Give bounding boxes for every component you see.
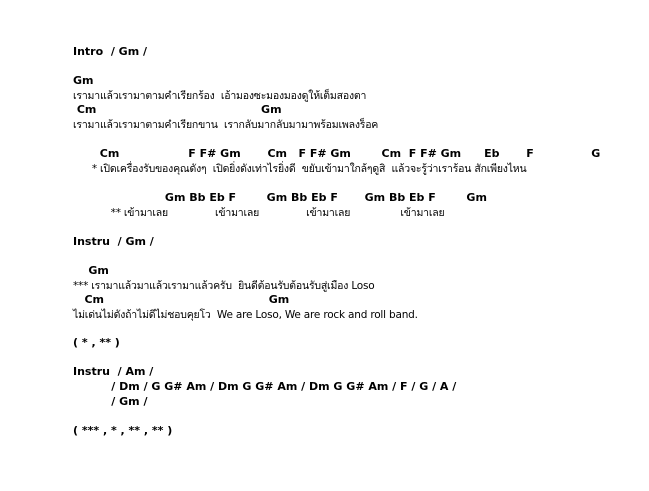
- repeat-line-1: ( * , ** ): [73, 336, 120, 349]
- lyric-line-chorus: * เปิดเครื่องรับของคุณดังๆ เปิดยิ่งดังเท่าไรยิ่งดี ขยับเข้ามาใกล้ๆดูสิ แล้วจะรู้ว่าเราร้อน สักเพียงไหน: [73, 163, 527, 175]
- lyric-line-2: เรามาแล้วเรามาตามคำเรียกขาน เรากลับมากลับมามาพร้อมเพลงร็อค: [73, 119, 379, 131]
- lyric-line-hook: ** เข้ามาเลย เข้ามาเลย เข้ามาเลย เข้ามาเลย: [73, 207, 445, 219]
- chord-line-3: Gm: [73, 264, 109, 277]
- instru-line-2: Instru / Am /: [73, 365, 154, 378]
- instru-end: / Gm /: [73, 395, 148, 408]
- lyric-line-4: ไม่เด่นไม่ดังถ้าไม่ดีไม่ชอบคุยโว We are Loso, We are rock and roll band.: [73, 309, 418, 321]
- repeat-line-2: ( *** , * , ** , ** ): [73, 424, 173, 437]
- lyric-line-1: เรามาแล้วเรามาตามคำเรียกร้อง เอ้ามองซะมองมองดูให้เต็มสองตา: [73, 90, 367, 102]
- intro-line: Intro / Gm /: [73, 45, 148, 58]
- chord-line-1: Gm: [73, 74, 94, 87]
- chord-line-4: Cm Gm: [73, 293, 290, 306]
- chord-line-hook: Gm Bb Eb F Gm Bb Eb F Gm Bb Eb F Gm: [73, 191, 487, 204]
- lyric-line-3: *** เรามาแล้วมาแล้วเรามาแล้วครับ ยินดีต้อนรับต้อนรับสู่เมือง Loso: [73, 280, 375, 292]
- instru-progression: / Dm / G G# Am / Dm G G# Am / Dm G G# Am / F / G / A /: [73, 380, 457, 393]
- chord-line-chorus: Cm F F# Gm Cm F F# Gm Cm F F# Gm Eb F G: [73, 147, 601, 160]
- instru-line-1: Instru / Gm /: [73, 235, 154, 248]
- chord-line-2: Cm Gm: [73, 103, 282, 116]
